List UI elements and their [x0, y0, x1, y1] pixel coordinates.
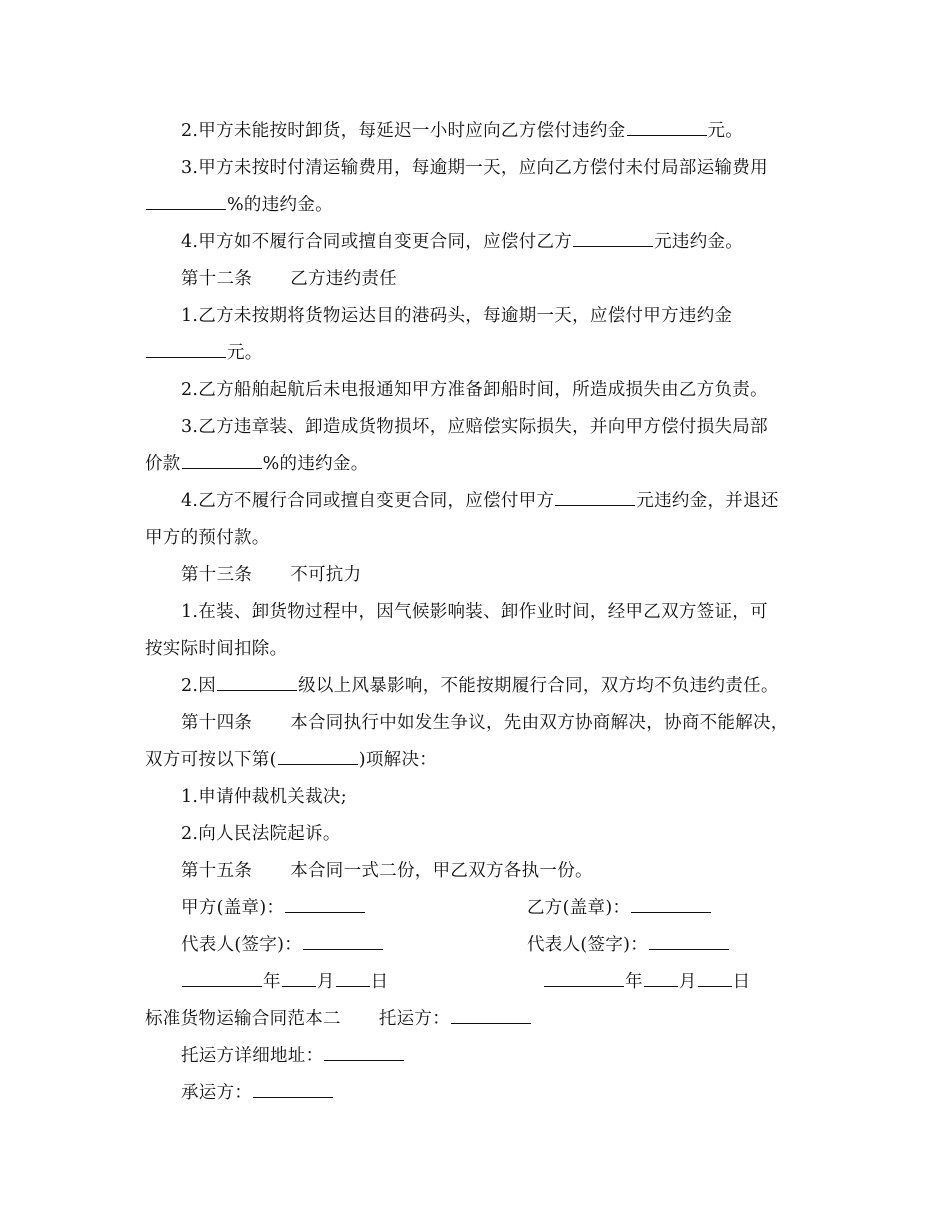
clause-line	[145, 150, 807, 187]
clause-line	[145, 520, 807, 557]
fill-blank	[336, 968, 370, 987]
day-label: 日	[370, 972, 389, 992]
party-a-seal	[181, 890, 366, 927]
article-number: 第十五条	[181, 861, 253, 881]
clause-text: 级以上风暴影响，不能按期履行合同，双方均不负违约责任。	[298, 676, 779, 696]
clause-line	[145, 594, 807, 631]
clause-text: 1.申请仲裁机关裁决;	[181, 787, 347, 807]
fill-blank	[182, 450, 262, 469]
fill-blank	[631, 894, 711, 913]
article-title: 本合同执行中如发生争议，先由双方协商解决，协商不能解决，	[290, 713, 789, 733]
representative-row	[145, 927, 807, 964]
fill-blank	[451, 1005, 531, 1024]
clause-text: )项解决：	[358, 750, 438, 770]
clause-line	[145, 335, 807, 372]
clause-text: 3.乙方违章装、卸造成货物损坏，应赔偿实际损失，并向甲方偿付损失局部	[181, 417, 768, 437]
shipper-address-line	[145, 1038, 807, 1075]
fill-blank	[555, 487, 635, 506]
rep-b-label: 代表人(签字)：	[527, 935, 649, 955]
party-b-seal	[527, 890, 712, 927]
party-a-date	[181, 964, 388, 1001]
clause-text: 双方可按以下第(	[145, 750, 277, 770]
clause-text: 价款	[145, 454, 181, 474]
clause-text: 元违约金，并退还	[636, 491, 779, 511]
clause-text: 4.乙方不履行合同或擅自变更合同，应偿付甲方	[181, 491, 555, 511]
article-number: 第十三条	[181, 565, 253, 585]
clause-line	[145, 224, 807, 261]
clause-line	[145, 742, 807, 779]
party-b-seal-label: 乙方(盖章)：	[527, 898, 631, 918]
clause-line	[145, 446, 807, 483]
year-label: 年	[625, 972, 643, 992]
clause-text: 3.甲方未按时付清运输费用，每逾期一天，应向乙方偿付未付局部运输费用	[181, 158, 768, 178]
fill-blank	[146, 339, 226, 358]
fill-blank	[698, 968, 732, 987]
fill-blank	[324, 1042, 404, 1061]
party-b-representative	[527, 927, 730, 964]
shipper-address-label: 托运方详细地址：	[181, 1046, 324, 1066]
seal-row	[145, 890, 807, 927]
clause-text: 元。	[707, 121, 744, 141]
fill-blank	[182, 968, 262, 987]
clause-text: 2.乙方船舶起航后未电报通知甲方准备卸船时间，所造成损失由乙方负责。	[181, 380, 768, 400]
month-label: 月	[316, 972, 335, 992]
party-a-seal-label: 甲方(盖章)：	[181, 898, 285, 918]
party-a-representative	[181, 927, 384, 964]
clause-text: %的违约金。	[227, 195, 333, 215]
clause-line	[145, 113, 807, 150]
carrier-line	[145, 1075, 807, 1112]
fill-blank	[146, 191, 226, 210]
clause-line	[145, 409, 807, 446]
article-number: 第十四条	[181, 713, 253, 733]
year-label: 年	[263, 972, 281, 992]
article-title: 乙方违约责任	[290, 269, 398, 289]
article-heading	[145, 705, 807, 742]
clause-text: 元违约金。	[654, 232, 744, 252]
carrier-label: 承运方：	[181, 1083, 253, 1103]
clause-line	[145, 779, 807, 816]
next-contract-title: 标准货物运输合同范本二	[145, 1009, 341, 1029]
day-label: 日	[732, 972, 751, 992]
fill-blank	[644, 968, 678, 987]
clause-line	[145, 298, 807, 335]
fill-blank	[303, 931, 383, 950]
clause-line	[145, 187, 807, 224]
fill-blank	[573, 228, 653, 247]
clause-text: 甲方的预付款。	[145, 528, 270, 548]
fill-blank	[649, 931, 729, 950]
clause-text: 2.因	[181, 676, 217, 696]
fill-blank	[278, 746, 358, 765]
article-heading	[145, 261, 807, 298]
clause-text: 1.在装、卸货物过程中，因气候影响装、卸作业时间，经甲乙双方签证，可	[181, 602, 768, 622]
article-heading	[145, 557, 807, 594]
clause-text: 元。	[227, 343, 263, 363]
article-number: 第十二条	[181, 269, 253, 289]
clause-line	[145, 631, 807, 668]
fill-blank	[627, 117, 707, 136]
next-contract-title-line	[145, 1001, 807, 1038]
clause-text: 4.甲方如不履行合同或擅自变更合同，应偿付乙方	[181, 232, 573, 252]
party-b-date	[543, 964, 750, 1001]
article-title: 本合同一式二份，甲乙双方各执一份。	[290, 861, 593, 881]
article-title: 不可抗力	[290, 565, 362, 585]
shipper-label: 托运方：	[378, 1009, 451, 1029]
contract-body	[145, 113, 807, 1112]
fill-blank	[544, 968, 624, 987]
article-heading	[145, 853, 807, 890]
clause-text: %的违约金。	[262, 454, 369, 474]
clause-text: 按实际时间扣除。	[145, 639, 288, 659]
fill-blank	[253, 1079, 333, 1098]
date-row	[145, 964, 807, 1001]
clause-line	[145, 668, 807, 705]
clause-text: 2.甲方未能按时卸货，每延迟一小时应向乙方偿付违约金	[181, 121, 626, 141]
clause-line	[145, 483, 807, 520]
rep-a-label: 代表人(签字)：	[181, 935, 303, 955]
clause-line	[145, 816, 807, 853]
clause-text: 1.乙方未按期将货物运达目的港码头，每逾期一天，应偿付甲方违约金	[181, 306, 733, 326]
clause-line	[145, 372, 807, 409]
month-label: 月	[678, 972, 697, 992]
fill-blank	[282, 968, 316, 987]
fill-blank	[217, 672, 297, 691]
fill-blank	[285, 894, 365, 913]
clause-text: 2.向人民法院起诉。	[181, 824, 341, 844]
